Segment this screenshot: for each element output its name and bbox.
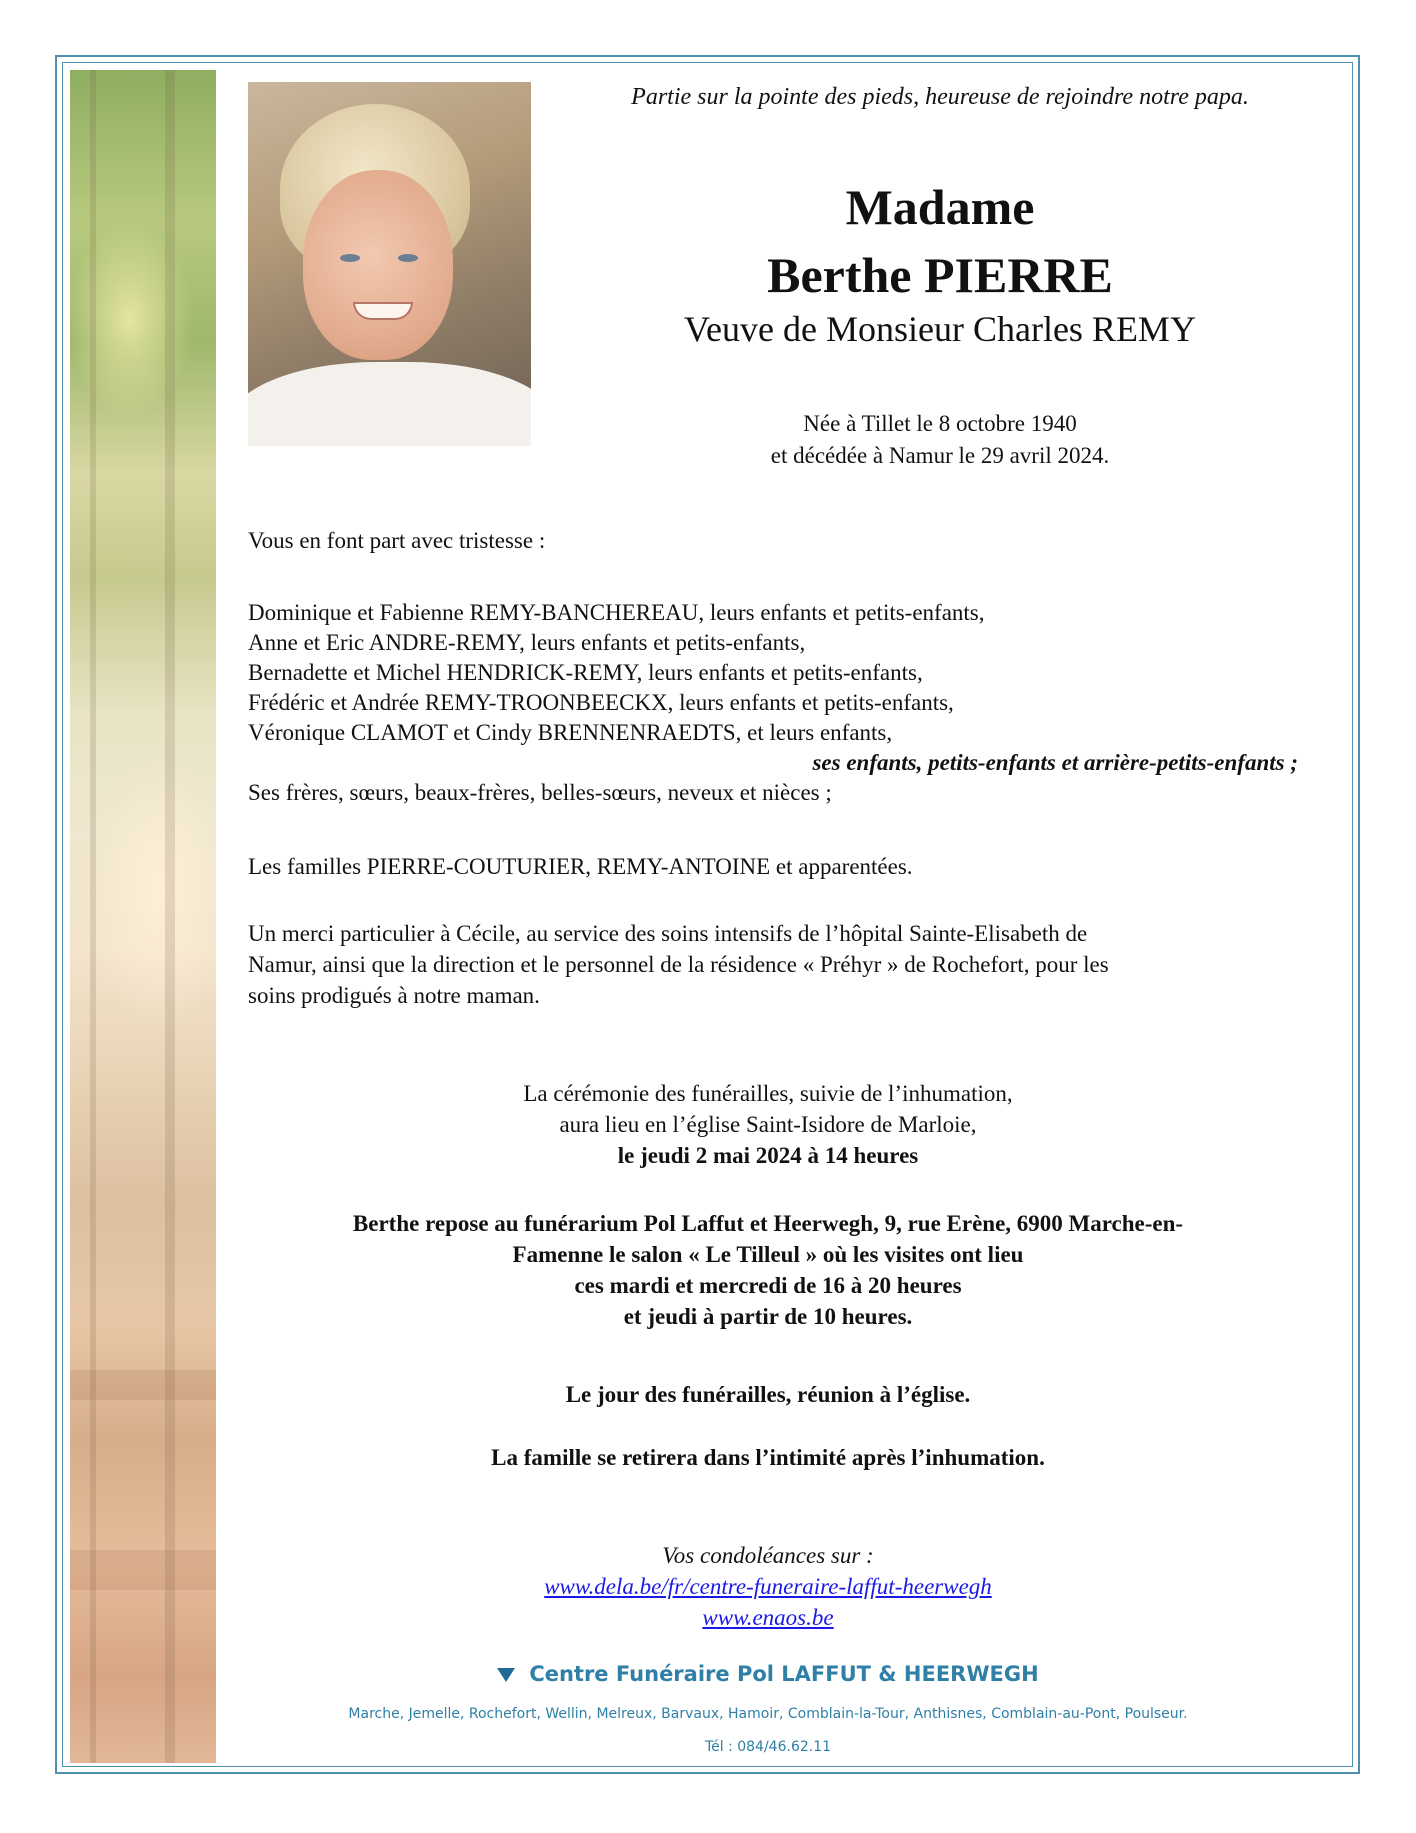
repose-line: ces mardi et mercredi de 16 à 20 heures xyxy=(574,1273,962,1298)
repose-line: et jeudi à partir de 10 heures. xyxy=(623,1304,913,1329)
ceremony-line: La cérémonie des funérailles, suivie de l’inhumation, xyxy=(523,1081,1013,1106)
thanks-line: soins prodigués à notre maman. xyxy=(248,983,540,1008)
brand-name: Centre Funéraire Pol LAFFUT & HEERWEGH xyxy=(529,1662,1039,1686)
ceremony-info xyxy=(248,1078,1288,1171)
deceased-portrait xyxy=(248,82,531,446)
thanks-paragraph xyxy=(248,918,1308,1011)
forest-path-image xyxy=(70,70,216,1763)
list-item: Anne et Eric ANDRE-REMY, leurs enfants et petits-enfants, xyxy=(248,630,806,655)
phone-number: Tél : 084/46.62.11 xyxy=(704,1739,832,1755)
birth-line: Née à Tillet le 8 octobre 1940 xyxy=(803,411,1077,436)
deceased-name: Berthe PIERRE xyxy=(767,247,1113,303)
death-line: et décédée à Namur le 29 avril 2024. xyxy=(770,443,1110,468)
ceremony-location: aura lieu en l’église Saint-Isidore de Marloie, xyxy=(559,1112,977,1137)
condolences-label: Vos condoléances sur : xyxy=(662,1543,874,1568)
list-item: Véronique CLAMOT et Cindy BRENNENRAEDTS, et leurs enfants, xyxy=(248,720,893,745)
spouse-line: Veuve de Monsieur Charles REMY xyxy=(684,309,1196,349)
list-item: Bernadette et Michel HENDRICK-REMY, leurs enfants et petits-enfants, xyxy=(248,660,923,685)
triangle-logo-icon xyxy=(497,1668,515,1682)
repose-info xyxy=(248,1208,1288,1332)
privacy-note: La famille se retirera dans l’intimité après l’inhumation. xyxy=(491,1445,1045,1470)
extended-families: Les familles PIERRE-COUTURIER, REMY-ANTOINE et apparentées. xyxy=(248,854,913,879)
tagline: Partie sur la pointe des pieds, heureuse de rejoindre notre papa. xyxy=(631,84,1249,110)
honorific: Madame xyxy=(845,179,1035,235)
list-item: Frédéric et Andrée REMY-TROONBEECKX, leurs enfants et petits-enfants, xyxy=(248,690,954,715)
locations-list: Marche, Jemelle, Rochefort, Wellin, Melreux, Barvaux, Hamoir, Comblain-la-Tour, Anthisnes, Comblain-au-Pont, Poulseur. xyxy=(348,1706,1188,1722)
condolences-block xyxy=(248,1540,1288,1633)
condolences-link-dela[interactable]: www.dela.be/fr/centre-funeraire-laffut-heerwegh xyxy=(544,1574,992,1599)
family-list xyxy=(248,598,1298,808)
thanks-line: Namur, ainsi que la direction et le personnel de la résidence « Préhyr » de Rochefort, pour les xyxy=(248,952,1109,977)
thanks-line: Un merci particulier à Cécile, au service des soins intensifs de l’hôpital Sainte-Elisabeth de xyxy=(248,921,1088,946)
funeral-home-brand xyxy=(248,1662,1288,1686)
list-item: Dominique et Fabienne REMY-BANCHEREAU, leurs enfants et petits-enfants, xyxy=(248,600,985,625)
announcement-intro: Vous en font part avec tristesse : xyxy=(248,528,546,553)
repose-line: Famenne le salon « Le Tilleul » où les visites ont lieu xyxy=(512,1242,1024,1267)
ceremony-datetime: le jeudi 2 mai 2024 à 14 heures xyxy=(617,1143,919,1168)
birth-death-dates xyxy=(560,408,1320,472)
family-summary: ses enfants, petits-enfants et arrière-petits-enfants ; xyxy=(812,750,1298,775)
condolences-link-enaos[interactable]: www.enaos.be xyxy=(702,1605,834,1630)
repose-line: Berthe repose au funérarium Pol Laffut et Heerwegh, 9, rue Erène, 6900 Marche-en- xyxy=(352,1211,1184,1236)
reunion-note: Le jour des funérailles, réunion à l’église. xyxy=(565,1382,971,1407)
siblings-line: Ses frères, sœurs, beaux-frères, belles-sœurs, neveux et nièces ; xyxy=(248,780,832,805)
